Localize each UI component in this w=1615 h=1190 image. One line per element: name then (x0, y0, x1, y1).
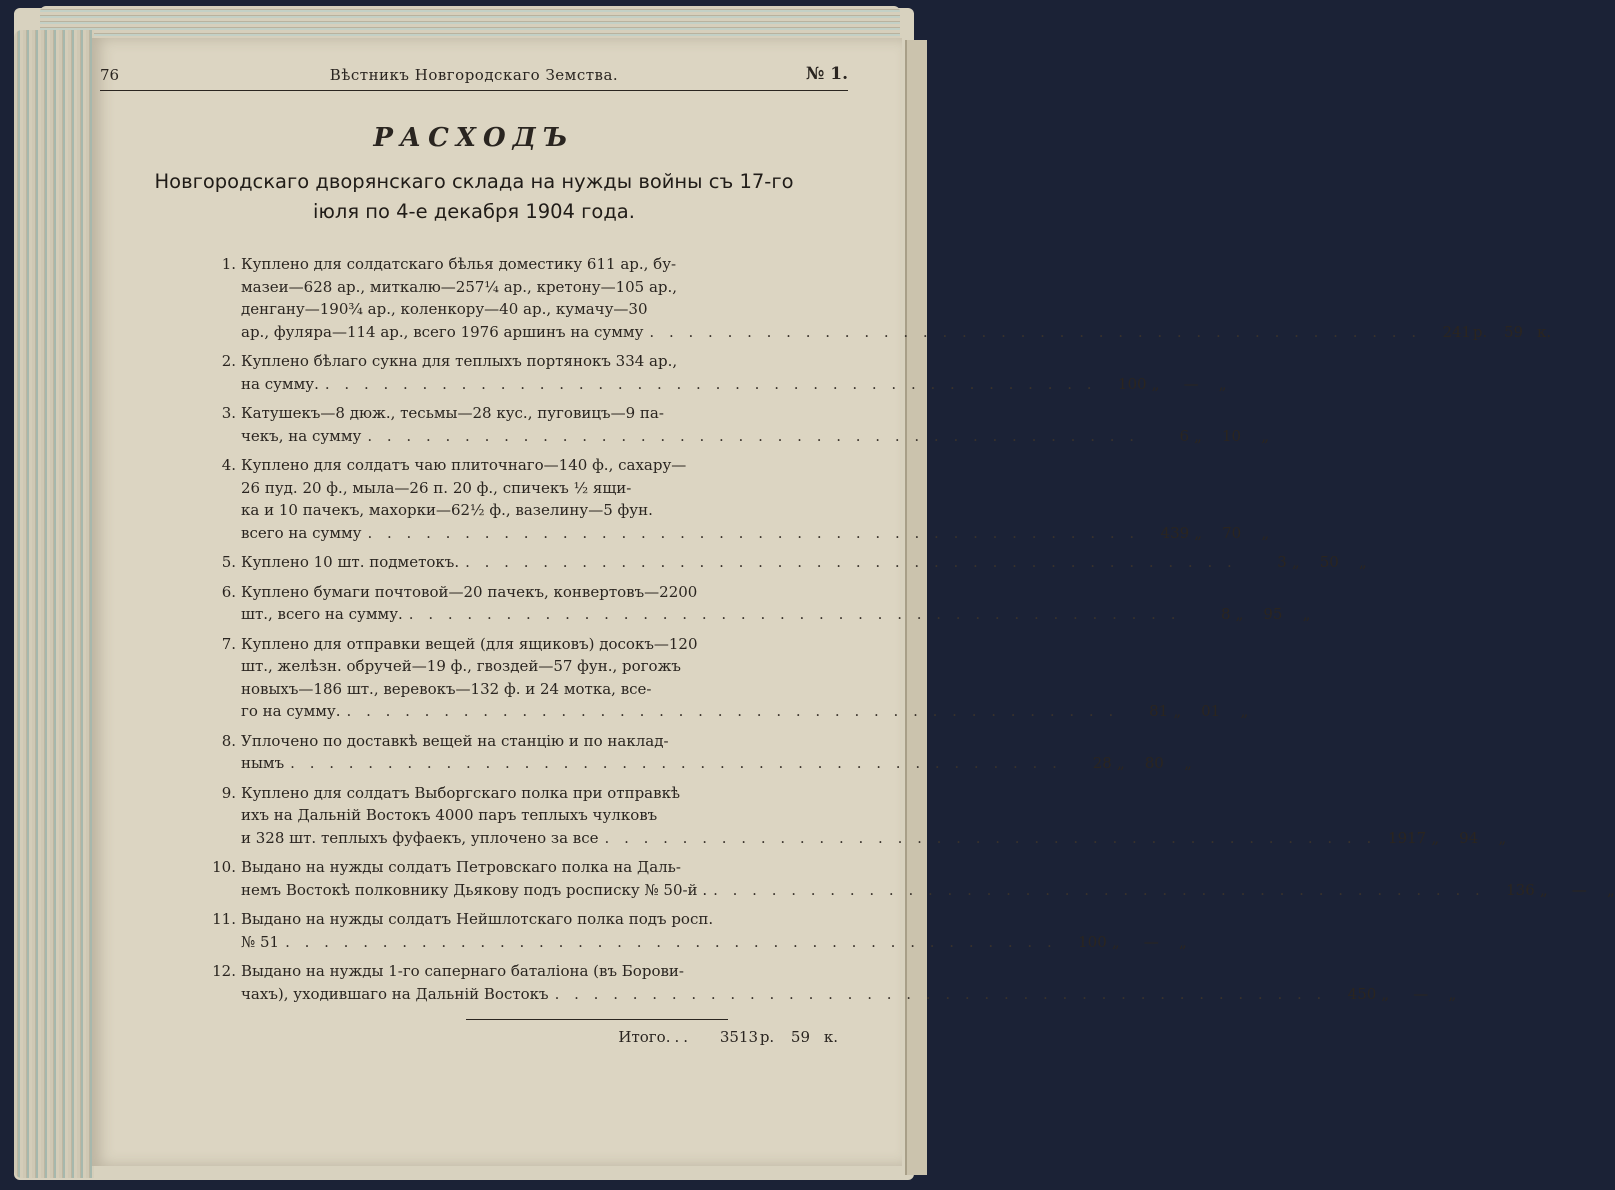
item-number: 8. (221, 731, 236, 750)
item-sep: „ (1539, 880, 1548, 899)
dot-leader: . . . . . . . . . . . . . . . . . . . . . . . . . . . . . . . . . . . . . . . . (290, 754, 1062, 772)
item-unit: „ (1218, 374, 1227, 393)
item-number: 4. (221, 456, 236, 474)
total-sep: р. (759, 1028, 775, 1046)
item-text: Куплено для солдатскаго бѣлья доместику 611 ар., бу- (241, 255, 677, 273)
expense-item (212, 350, 1227, 395)
item-unit: „ (1302, 605, 1311, 623)
item-unit: „ (1498, 828, 1507, 847)
item-sep: „ (1431, 828, 1440, 847)
item-rubles: 3 (1277, 553, 1287, 571)
item-rubles: 1917 (1388, 828, 1427, 847)
item-amount (1491, 879, 1615, 902)
item-text: № 51 (241, 932, 280, 951)
item-amount (1145, 425, 1269, 448)
item-text: чекъ, на сумму (241, 426, 362, 445)
item-sep: „ (1194, 523, 1203, 542)
dot-leader: . . . . . . . . . . . . . . . . . . . . . . . . . . . . . . . . . . . . . . . . (649, 322, 1422, 341)
item-text: Куплено бумаги почтовой—20 пачекъ, конвертовъ—2200 (241, 582, 698, 601)
item-text: шт., всего на сумму. (241, 605, 403, 623)
item-text: Выдано на нужды солдатъ Петровскаго полка на Даль- (241, 858, 681, 876)
item-number: 6. (221, 582, 236, 601)
item-sep: „ (1116, 754, 1125, 772)
item-text: на сумму. (241, 374, 319, 393)
page-number: 76 (100, 66, 120, 84)
item-text: денгану—190¾ ар., коленкору—40 ар., кумачу—30 (241, 300, 648, 318)
item-text: Катушекъ—8 дюж., тесьмы—28 кус., пуговицъ—9 па- (241, 404, 664, 422)
item-kopecks: — (1183, 374, 1199, 393)
item-line (212, 522, 1270, 545)
journal-title: Вѣстникъ Новгородскаго Земства. (329, 66, 619, 84)
item-unit: к. (1536, 322, 1552, 341)
item-line (212, 879, 1615, 902)
item-line (212, 827, 1507, 850)
item-line (212, 499, 838, 522)
dot-leader: . . . . . . . . . . . . . . . . . . . . . . . . . . . . . . . . . . . . . . . . (367, 523, 1140, 542)
item-unit: „ (1448, 984, 1457, 1003)
issue-number: № 1. (805, 64, 848, 84)
item-line (212, 402, 838, 425)
total-rubles: 3513 (719, 1028, 758, 1046)
expense-list (212, 253, 1615, 1005)
item-sep: „ (1111, 932, 1120, 951)
item-text: Куплено 10 шт. подметокъ. (241, 553, 460, 571)
item-rubles: 136 (1506, 880, 1535, 899)
item-line (212, 454, 838, 477)
item-line (212, 581, 838, 604)
item-unit: „ (1240, 702, 1249, 720)
item-rubles: 8 (1220, 605, 1231, 623)
item-number: 7. (221, 634, 236, 653)
dot-leader: . . . . . . . . . . . . . . . . . . . . . . . . . . . . . . . . . . . . . . . . (604, 828, 1377, 847)
item-text: ихъ на Дальній Востокъ 4000 паръ теплыхъ чулковъ (241, 806, 658, 824)
item-kopecks: 94 (1459, 828, 1479, 847)
item-amount (1243, 551, 1367, 574)
expense-item (212, 454, 1270, 544)
item-kopecks: — (1143, 932, 1159, 951)
expense-item (212, 551, 1367, 574)
expense-item (212, 633, 1249, 723)
item-number: 5. (221, 553, 236, 571)
item-text: Куплено для солдатъ Выборгскаго полка при отправкѣ (241, 783, 680, 802)
item-number: 3. (221, 404, 236, 422)
total-line (212, 1028, 838, 1046)
item-sep: „ (1291, 553, 1300, 571)
item-kopecks: 59 (1504, 322, 1524, 341)
item-text: немъ Востокѣ полковнику Дьякову подъ росписку № 50-й . (241, 880, 708, 899)
page-stack-left (14, 30, 94, 1178)
item-kopecks: 70 (1222, 523, 1242, 542)
item-text: мазеи—628 ар., миткалю—257¼ ар., кретону—105 ар., (241, 277, 678, 296)
document-subtitle: Новгородскаго дворянскаго склада на нужды войны съ 17-го іюля по 4-е декабря 1904 года. (154, 170, 794, 223)
expense-item (212, 908, 1187, 953)
item-line (212, 752, 1192, 775)
dot-leader: . . . . . . . . . . . . . . . . . . . . . . . . . . . . . . . . . . . . . . . . (554, 984, 1327, 1003)
expense-item (212, 960, 1457, 1005)
item-number: 2. (221, 352, 236, 370)
item-text: ка и 10 пачекъ, махорки—62½ ф., вазелину—5 фун. (241, 501, 653, 519)
item-amount (1427, 321, 1551, 344)
item-text: и 328 шт. теплыхъ фуфаекъ, уплочено за все (241, 828, 599, 847)
item-kopecks: — (1413, 984, 1429, 1003)
item-text: чахъ), уходившаго на Дальній Востокъ (241, 984, 549, 1003)
item-amount (1068, 752, 1192, 775)
total-kopecks: 59 (790, 1028, 810, 1046)
item-line (212, 730, 838, 753)
document-title: РАСХОДЪ (373, 123, 575, 153)
item-line (212, 633, 838, 656)
item-line (212, 425, 1270, 448)
item-line (212, 298, 838, 321)
item-line (212, 253, 838, 276)
item-sep: „ (1151, 374, 1160, 393)
item-text: ар., фуляра—114 ар., всего 1976 аршинъ на сумму (241, 322, 644, 341)
item-text: новыхъ—186 шт., веревокъ—132 ф. и 24 мотка, все- (241, 679, 652, 698)
item-rubles: 28 (1092, 754, 1112, 772)
expense-item (212, 782, 1507, 850)
item-amount (1063, 931, 1187, 954)
item-rubles: 100 (1117, 374, 1147, 393)
item-rubles: 81 (1149, 702, 1169, 720)
expense-item (212, 856, 1615, 901)
item-number: 11. (212, 910, 236, 928)
item-line (212, 678, 838, 701)
item-line (212, 983, 1457, 1006)
item-rubles: 100 (1078, 932, 1107, 951)
item-amount (1145, 522, 1269, 545)
item-line (212, 551, 1367, 574)
item-text: Уплочено по доставкѣ вещей на станцію и по наклад- (241, 731, 669, 750)
item-text: шт., желѣзн. обручей—19 ф., гвоздей—57 фун., рогожъ (241, 657, 681, 675)
item-text: Куплено бѣлаго сукна для теплыхъ портянокъ 334 ар., (241, 352, 678, 370)
expense-item (212, 730, 1192, 775)
item-sep: „ (1235, 605, 1244, 623)
item-unit: „ (1359, 553, 1367, 571)
expense-item (212, 253, 1552, 343)
item-unit: „ (1178, 932, 1187, 951)
item-line (212, 350, 838, 373)
item-unit: „ (1607, 880, 1615, 899)
item-line (212, 700, 1249, 723)
item-number: 1. (221, 255, 236, 273)
expense-item (212, 581, 1311, 626)
item-amount (1103, 373, 1227, 396)
item-text: нымъ (241, 754, 285, 772)
item-amount (1124, 700, 1248, 723)
item-kopecks: 80 (1144, 754, 1164, 772)
total-unit: к. (823, 1028, 838, 1046)
item-rubles: 6 (1179, 426, 1190, 445)
item-line (212, 373, 1227, 396)
item-amount (1186, 603, 1310, 626)
item-amount (1332, 983, 1456, 1006)
dot-leader: . . . . . . . . . . . . . . . . . . . . . . . . . . . . . . . . . . . . . . . . (713, 880, 1485, 899)
item-rubles: 450 (1347, 984, 1377, 1003)
dot-leader: . . . . . . . . . . . . . . . . . . . . . . . . . . . . . . . . . . . . . . . . (408, 605, 1181, 623)
total-label-wrap: Итого... (618, 1028, 692, 1046)
item-line (212, 655, 838, 678)
item-rubles: 241 (1442, 322, 1472, 341)
item-line (212, 931, 1187, 954)
item-text: Выдано на нужды солдатъ Нейшлотскаго полка подъ росп. (241, 910, 714, 928)
item-unit: „ (1261, 523, 1270, 542)
item-line (212, 856, 838, 879)
dot-leader: . . . . . . . . . . . . . . . . . . . . . . . . . . . . . . . . . . . . . . . . (465, 553, 1237, 571)
item-text: Куплено для отправки вещей (для ящиковъ) досокъ—120 (241, 634, 698, 653)
page-content (100, 62, 1615, 1046)
dot-leader: . . . . . . . . . . . . . . . . . . . . . . . . . . . . . . . . . . . . . . . . (367, 426, 1140, 445)
item-line (212, 960, 838, 983)
item-sep: „ (1173, 702, 1182, 720)
total-amount (714, 1028, 838, 1046)
item-text: всего на сумму (241, 523, 362, 542)
running-head (100, 62, 848, 91)
total-rule (466, 1019, 728, 1020)
item-line (212, 276, 838, 299)
item-unit: „ (1184, 754, 1192, 772)
item-text: Куплено для солдатъ чаю плиточнаго—140 ф., сахару— (241, 456, 687, 474)
item-line (212, 477, 838, 500)
item-text: го на сумму. (241, 702, 341, 720)
item-kopecks: 10 (1221, 426, 1242, 445)
total-label: Итого (618, 1028, 666, 1046)
dot-leader: . . . . . . . . . . . . . . . . . . . . . . . . . . . . . . . . . . . . . . . . (285, 932, 1057, 951)
expense-item (212, 402, 1270, 447)
item-kopecks: 01 (1201, 702, 1221, 720)
item-sep: „ (1194, 426, 1202, 445)
item-kopecks: 95 (1263, 605, 1283, 623)
item-unit: „ (1261, 426, 1270, 445)
item-line (212, 908, 838, 931)
item-line (212, 782, 838, 805)
item-sep: „ (1381, 984, 1390, 1003)
item-number: 9. (221, 783, 236, 802)
item-line (212, 321, 1552, 344)
item-line (212, 804, 838, 827)
item-number: 10. (212, 858, 236, 876)
item-text: 26 пуд. 20 ф., мыла—26 п. 20 ф., спичекъ ½ ящи- (241, 478, 632, 497)
item-number: 12. (212, 962, 236, 980)
item-kopecks: — (1571, 880, 1587, 899)
dot-leader: . . . . . . . . . . . . . . . . . . . . . . . . . . . . . . . . . . . . . . . . (324, 374, 1097, 393)
item-kopecks: 50 (1319, 553, 1339, 571)
item-amount (1382, 827, 1506, 850)
item-sep: р. (1472, 322, 1488, 341)
dot-leader: . . . . . . . . . . . . . . . . . . . . . . . . . . . . . . . . . . . . . . . . (346, 702, 1119, 720)
item-rubles: 439 (1160, 523, 1190, 542)
item-text: Выдано на нужды 1-го сапернаго баталіона (въ Борови- (241, 962, 684, 980)
item-line (212, 603, 1311, 626)
